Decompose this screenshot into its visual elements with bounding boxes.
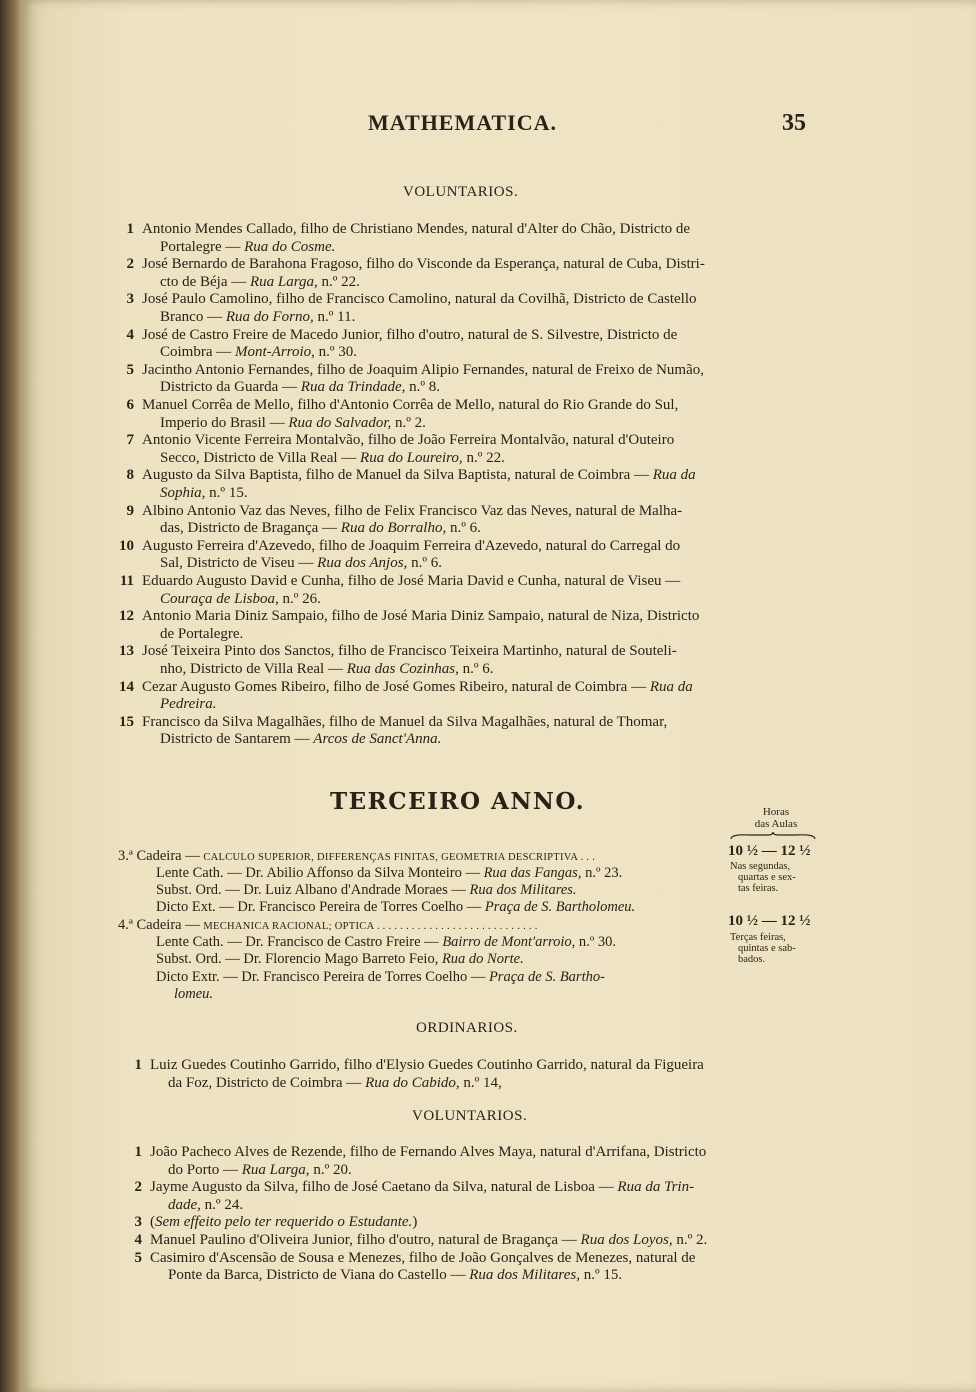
- entry-number: 13: [119, 643, 134, 660]
- entry-line-2-text: das, Districto de Bragança —: [160, 520, 341, 537]
- entry-number: 2: [126, 256, 134, 273]
- entry-number: 4: [134, 1232, 142, 1248]
- subst-text: Subst. Ord. — Dr. Florencio Mago Barreto Feio,: [156, 951, 442, 967]
- entry-line-1: [142, 573, 814, 591]
- cadeira-3-days-l2: quartas e sex-: [738, 872, 796, 883]
- entry-line-1-street: Rua dos Loyos,: [580, 1232, 673, 1248]
- entry-number: 6: [126, 397, 134, 413]
- entry-line-1: [142, 256, 814, 274]
- entry-text: [150, 1057, 822, 1092]
- entry-line-1: [142, 221, 814, 239]
- entry-line-1-text: Luiz Guedes Coutinho Garrido, filho d'Elysio Guedes Coutinho Garrido, natural da Figueira: [150, 1057, 704, 1073]
- cadeira-4-label: 4.ª Cadeira —: [118, 917, 204, 933]
- entry-text: [142, 608, 814, 643]
- list-item: [122, 1232, 822, 1250]
- entry-line-1-text: José Bernardo de Barahona Fragoso, filho do Visconde da Esperança, natural de Cuba, Distri-: [142, 256, 705, 273]
- lente-tail: n.º 30.: [575, 934, 616, 950]
- entry-line-1: [142, 362, 814, 380]
- entry-street: Mont-Arroio,: [235, 344, 315, 361]
- entry-street: Rua dos Militares,: [469, 1267, 580, 1284]
- entry-line-1-street: Sem effeito pelo ter requerido o Estudante.: [155, 1214, 413, 1231]
- cadeira-3-subject: CALCULO SUPERIOR, DIFFERENÇAS FINITAS, GEOMETRIA DESCRIPTIVA . . .: [203, 852, 596, 863]
- entry-line-1: [142, 503, 814, 521]
- list-item: [122, 1144, 822, 1179]
- section-heading-ordinarios: ORDINARIOS.: [416, 1020, 518, 1036]
- entry-line-2: [150, 1075, 822, 1093]
- entry-line-2-text: Secco, Districto de Villa Real —: [160, 449, 361, 466]
- entry-line-2: [142, 731, 814, 749]
- list-item: [114, 573, 814, 608]
- entry-number: 4: [126, 326, 134, 343]
- entry-number: 9: [126, 502, 134, 519]
- entry-text: [142, 291, 814, 326]
- entry-text: [142, 432, 814, 467]
- entry-street: Arcos de Sanct'Anna.: [313, 731, 442, 748]
- entry-line-1: [142, 397, 814, 415]
- page-number: 35: [782, 110, 806, 136]
- entry-tail: n.º 15.: [205, 484, 248, 501]
- entry-text: [142, 397, 814, 432]
- cadeira-4-subst: [156, 951, 524, 968]
- dicto-street: Praça de S. Bartholomeu.: [484, 899, 636, 915]
- entry-tail: n.º 6.: [458, 660, 494, 677]
- dicto-text: Dicto Extr. — Dr. Francisco Pereira de Torres Coelho —: [156, 969, 489, 985]
- entry-number: 8: [126, 467, 134, 484]
- entry-text: [142, 327, 814, 362]
- entry-tail: n.º 15.: [579, 1267, 623, 1284]
- entry-line-1-text: (: [150, 1214, 155, 1231]
- entry-line-1: [142, 608, 814, 626]
- entry-line-2: [142, 274, 814, 292]
- entry-line-1-street: Rua da: [652, 467, 696, 484]
- entry-street: Rua do Borralho,: [340, 520, 447, 537]
- entry-text: [150, 1214, 822, 1232]
- entry-number: 1: [126, 221, 134, 237]
- list-item: [114, 397, 814, 432]
- entry-line-2: [142, 555, 814, 573]
- entry-text: [142, 467, 814, 502]
- entry-tail: n.º 30.: [314, 344, 358, 361]
- entry-line-2-text: da Foz, Districto de Coimbra —: [168, 1074, 366, 1091]
- entry-line-1: [150, 1179, 822, 1197]
- entry-tail: n.º 6.: [446, 520, 481, 537]
- list-item: [114, 679, 814, 714]
- entry-line-1: [150, 1144, 822, 1162]
- entry-text: [142, 538, 814, 573]
- entry-tail: n.º 22.: [462, 449, 505, 466]
- entry-tail: n.º 6.: [407, 555, 442, 572]
- entry-line-1-text: Antonio Mendes Callado, filho de Christiano Mendes, natural d'Alter do Chão, Districto de: [142, 221, 691, 237]
- entry-number: 5: [126, 361, 134, 378]
- entry-line-1: [150, 1057, 822, 1075]
- section-heading-voluntarios: VOLUNTARIOS.: [403, 184, 519, 200]
- list-item: [114, 608, 814, 643]
- entry-number: 11: [119, 573, 134, 589]
- entry-line-2-text: nho, Districto de Villa Real —: [160, 660, 347, 677]
- cadeira-4-lente: [156, 934, 616, 951]
- entry-line-1-text: Jayme Augusto da Silva, filho de José Caetano da Silva, natural de Lisboa —: [150, 1179, 618, 1196]
- entry-text: [142, 714, 814, 749]
- entry-text: [142, 573, 814, 608]
- hours-header-line2: das Aulas: [754, 818, 798, 830]
- entry-number: 1: [134, 1144, 142, 1160]
- subst-text: Subst. Ord. — Dr. Luiz Albano d'Andrade Moraes —: [156, 882, 470, 898]
- entry-text: [142, 221, 814, 256]
- entry-line-2: [142, 309, 814, 327]
- entry-line-1: [142, 538, 814, 556]
- entry-line-1-text: José Paulo Camolino, filho de Francisco Camolino, natural da Covilhã, Districto de Castello: [142, 291, 697, 308]
- entry-line-1: [150, 1232, 822, 1250]
- cadeira-3-days-l1: Nas segundas,: [730, 861, 791, 872]
- lente-street: Bairro de Mont'arroio,: [442, 934, 576, 950]
- entry-line-2: [142, 696, 814, 714]
- list-item: [122, 1214, 822, 1232]
- cadeira-3-label: 3.ª Cadeira —: [118, 848, 204, 864]
- entry-line-2-text: Coimbra —: [160, 344, 235, 361]
- lente-street: Rua das Fangas,: [483, 865, 582, 881]
- running-head-title: MATHEMATICA.: [368, 110, 558, 135]
- cadeira-3-time: 10 ½ — 12 ½: [728, 843, 811, 859]
- entry-tail: n.º 26.: [278, 590, 321, 607]
- entry-line-1-text: José de Castro Freire de Macedo Junior, filho d'outro, natural de S. Silvestre, Districto de: [142, 326, 678, 343]
- entry-tail: n.º 14,: [459, 1074, 502, 1091]
- list-item: [114, 362, 814, 397]
- entry-text: [150, 1144, 822, 1179]
- entry-line-1-text: Casimiro d'Ascensão de Sousa e Menezes, filho de João Gonçalves de Menezes, natural de: [150, 1249, 696, 1266]
- entry-line-2-text: Districto da Guarda —: [160, 379, 301, 396]
- entry-line-2-text: de Portalegre.: [160, 625, 244, 642]
- entry-street: Pedreira.: [160, 696, 217, 713]
- cadeira-4-days-l2: quintas e sab-: [738, 943, 796, 954]
- list-item: [114, 538, 814, 573]
- entry-number: 15: [119, 713, 134, 730]
- entry-line-2: [142, 626, 814, 644]
- list-item: [122, 1057, 822, 1092]
- entry-line-1-text: Francisco da Silva Magalhães, filho de Manuel da Silva Magalhães, natural de Thomar,: [142, 713, 668, 730]
- entry-line-2: [142, 485, 814, 503]
- entry-line-2: [150, 1267, 822, 1285]
- list-item: [122, 1250, 822, 1285]
- entry-line-2-text: Ponte da Barca, Districto de Viana do Castello —: [168, 1267, 470, 1284]
- list-item: [114, 256, 814, 291]
- entry-line-1-text: Albino Antonio Vaz das Neves, filho de Felix Francisco Vaz das Neves, natural de Malha-: [142, 502, 683, 519]
- entry-line-2-text: cto de Béja —: [160, 273, 250, 290]
- entry-line-1-text: Eduardo Augusto David e Cunha, filho de José Maria David e Cunha, natural de Viseu —: [142, 573, 681, 589]
- entry-line-2-text: Districto de Santarem —: [160, 731, 314, 748]
- list-item: [114, 221, 814, 256]
- entry-line-1: [142, 679, 814, 697]
- cadeira-3-days: [730, 861, 816, 894]
- entry-line-1-street: Rua da: [649, 678, 693, 695]
- cadeira-3-subst: [156, 882, 577, 899]
- cadeira-3-days-l3: tas feiras.: [738, 883, 779, 894]
- entry-number: 10: [119, 537, 134, 554]
- entry-line-1-text: José Teixeira Pinto dos Sanctos, filho de Francisco Teixeira Martinho, natural de Souteli-: [142, 643, 677, 660]
- entry-line-1: [142, 432, 814, 450]
- entry-line-1: [142, 467, 814, 485]
- entry-line-2: [142, 520, 814, 538]
- cadeira-4-time: 10 ½ — 12 ½: [728, 913, 811, 929]
- entry-number: 3: [126, 291, 134, 308]
- entry-line-1: [150, 1250, 822, 1268]
- lente-text: Lente Cath. — Dr. Francisco de Castro Freire —: [156, 934, 443, 950]
- entry-text: [142, 362, 814, 397]
- lente-text: Lente Cath. — Dr. Abilio Affonso da Silva Monteiro —: [156, 865, 484, 881]
- entry-line-1-tail: ): [412, 1214, 418, 1231]
- entry-text: [142, 256, 814, 291]
- entry-street: Rua das Cozinhas,: [346, 660, 459, 677]
- entry-tail: n.º 24.: [200, 1196, 244, 1213]
- entry-street: Rua do Salvador,: [288, 414, 392, 431]
- entry-line-2-text: Imperio do Brasil —: [160, 414, 289, 431]
- cadeira-3-dicto: [156, 899, 635, 916]
- entry-line-2: [142, 450, 814, 468]
- list-item: [114, 432, 814, 467]
- entry-number: 5: [134, 1249, 142, 1266]
- entry-tail: n.º 11.: [313, 308, 356, 325]
- cadeira-3-row: [118, 848, 595, 866]
- list-item: [114, 467, 814, 502]
- entry-line-1-text: João Pacheco Alves de Rezende, filho de Fernando Alves Maya, natural d'Arrifana, Districto: [150, 1144, 707, 1160]
- entry-line-1-text: Augusto Ferreira d'Azevedo, filho de Joaquim Ferreira d'Azevedo, natural do Carregal do: [142, 537, 681, 554]
- entry-text: [150, 1250, 822, 1285]
- entry-line-1-text: Augusto da Silva Baptista, filho de Manuel da Silva Baptista, natural de Coimbra —: [142, 467, 653, 484]
- entry-text: [150, 1232, 822, 1250]
- dicto-street: Praça de S. Bartho-: [488, 969, 605, 985]
- entry-street: Rua do Loureiro,: [360, 449, 463, 466]
- entry-text: [142, 503, 814, 538]
- lente-tail: n.º 23.: [581, 865, 623, 881]
- entry-line-2: [150, 1162, 822, 1180]
- list-item: [114, 327, 814, 362]
- entry-street: Rua Larga,: [241, 1161, 310, 1178]
- entry-line-2: [142, 415, 814, 433]
- entry-line-1-text: Manuel Corrêa de Mello, filho d'Antonio Corrêa de Mello, natural do Rio Grande do Sul,: [142, 397, 679, 413]
- cadeira-4-days-l3: bados.: [738, 954, 766, 965]
- entry-text: [142, 643, 814, 678]
- entry-street: Rua do Cabido,: [365, 1074, 460, 1091]
- entry-text: [142, 679, 814, 714]
- cadeira-4-days-l1: Terças feiras,: [730, 932, 786, 943]
- entry-tail: n.º 22.: [317, 273, 360, 290]
- section-title-terceiro-anno: TERCEIRO ANNO.: [330, 788, 586, 815]
- entry-street: Sophia,: [160, 484, 206, 501]
- entry-street: Rua do Forno,: [225, 308, 314, 325]
- entry-line-2: [142, 239, 814, 257]
- cadeira-4-dicto: [156, 969, 605, 986]
- subst-street: Rua do Norte.: [441, 951, 524, 967]
- entry-tail: n.º 8.: [405, 379, 441, 396]
- entry-line-2-text: Sal, Districto de Viseu —: [160, 555, 318, 572]
- entry-line-1: [142, 643, 814, 661]
- entry-number: 14: [119, 678, 134, 695]
- brace-ornament: [730, 832, 816, 840]
- list-item: [122, 1179, 822, 1214]
- entry-line-2-text: Branco —: [160, 308, 226, 325]
- entry-street: Rua Larga,: [249, 273, 318, 290]
- entry-line-1: [142, 327, 814, 345]
- entry-street: Rua da Trindade,: [300, 379, 406, 396]
- entry-line-2: [142, 591, 814, 609]
- entry-number: 7: [126, 432, 134, 449]
- entry-number: 1: [134, 1057, 142, 1073]
- cadeira-4-days: [730, 932, 816, 965]
- entry-line-1-tail: n.º 2.: [672, 1232, 708, 1248]
- dicto-text: Dicto Ext. — Dr. Francisco Pereira de Torres Coelho —: [156, 899, 485, 915]
- entry-line-1-street: Rua da Trin-: [617, 1179, 695, 1196]
- section-heading-voluntarios-2: VOLUNTARIOS.: [412, 1108, 528, 1124]
- entry-tail: n.º 2.: [391, 414, 426, 431]
- entry-text: [150, 1179, 822, 1214]
- entry-street: Couraça de Lisboa,: [160, 590, 279, 607]
- entry-street: dade,: [168, 1196, 201, 1213]
- entry-line-1: [142, 291, 814, 309]
- entry-line-2-text: do Porto —: [168, 1161, 242, 1178]
- entry-line-1-text: Cezar Augusto Gomes Ribeiro, filho de José Gomes Ribeiro, natural de Coimbra —: [142, 678, 650, 695]
- subst-street: Rua dos Militares.: [469, 882, 577, 898]
- cadeira-4-row: [118, 917, 538, 935]
- book-gutter: [0, 0, 22, 1392]
- entry-street: Rua dos Anjos,: [317, 555, 408, 572]
- list-item: [114, 503, 814, 538]
- list-item: [114, 714, 814, 749]
- entry-line-1: [142, 714, 814, 732]
- list-item: [114, 291, 814, 326]
- entry-line-1-text: Antonio Maria Diniz Sampaio, filho de José Maria Diniz Sampaio, natural de Niza, Districto: [142, 608, 700, 625]
- entry-number: 12: [119, 608, 134, 625]
- entry-number: 3: [134, 1214, 142, 1231]
- entry-line-1-text: Jacintho Antonio Fernandes, filho de Joaquim Alipio Fernandes, natural de Freixo de Numão,: [142, 361, 704, 378]
- entry-line-2: [142, 344, 814, 362]
- entry-line-2-text: Portalegre —: [160, 238, 245, 255]
- cadeira-3-lente: [156, 865, 622, 882]
- entry-line-1-text: Antonio Vicente Ferreira Montalvão, filho de João Ferreira Montalvão, natural d'Outeiro: [142, 432, 675, 449]
- entry-tail: n.º 20.: [309, 1161, 352, 1178]
- hours-header-line1: Horas: [762, 806, 790, 818]
- list-item: [114, 643, 814, 678]
- cadeira-4-dicto-cont: lomeu.: [174, 986, 214, 1002]
- entry-line-1-text: Manuel Paulino d'Oliveira Junior, filho d'outro, natural de Bragança —: [150, 1232, 581, 1248]
- entry-line-2: [142, 379, 814, 397]
- cadeira-4-subject: MECHANICA RACIONAL; OPTICA . . . . . . . . . . . . . . . . . . . . . . . . . . . .: [203, 921, 538, 932]
- hours-header: [742, 806, 810, 830]
- entry-street: Rua do Cosme.: [244, 238, 336, 255]
- entry-line-2: [142, 661, 814, 679]
- entry-line-2: [150, 1197, 822, 1215]
- entry-line-1: [150, 1214, 822, 1232]
- entry-number: 2: [134, 1179, 142, 1196]
